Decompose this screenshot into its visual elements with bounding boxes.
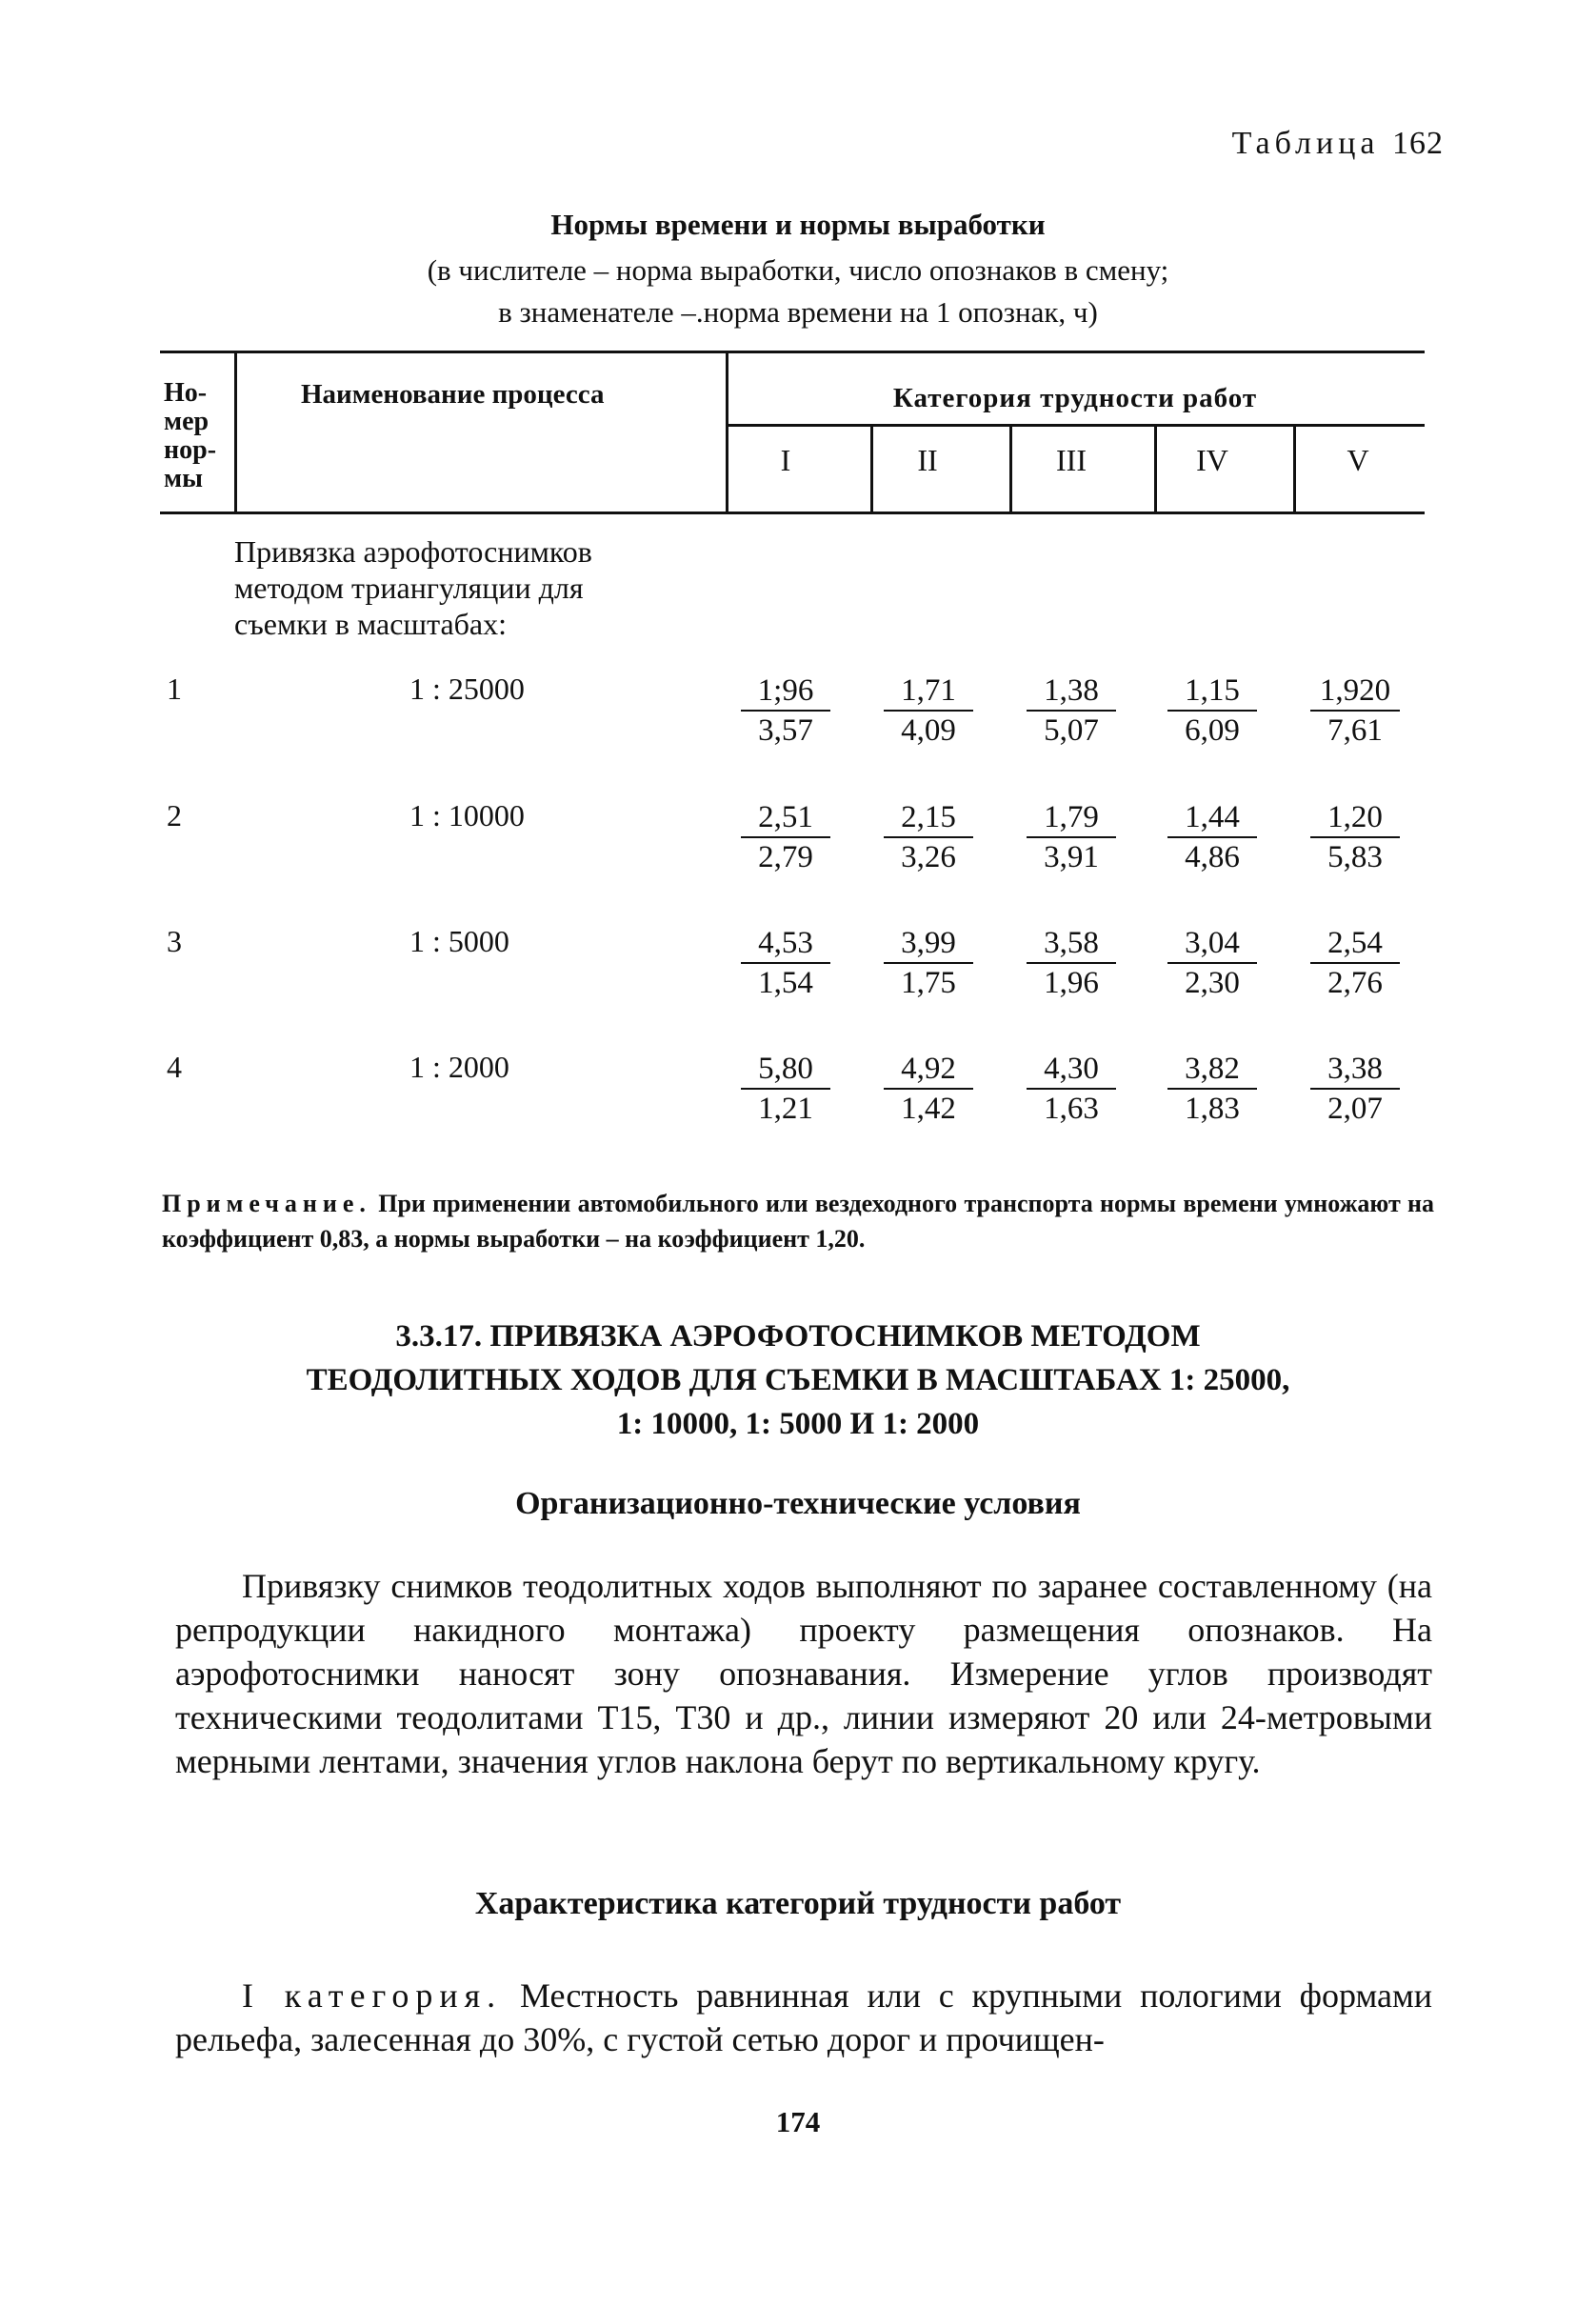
row-scale: 1 : 2000 [409, 1050, 509, 1084]
note-label: Примечание. [162, 1190, 371, 1217]
table-cell [1293, 672, 1417, 750]
header-name-col: Наименование процесса [301, 379, 605, 410]
table-cell [1009, 924, 1133, 1002]
cell-denominator: 5,83 [1327, 840, 1383, 874]
cell-numerator: 2,54 [1327, 926, 1383, 960]
table-cell [1150, 1050, 1274, 1128]
table-title: Нормы времени и нормы выработки [550, 208, 1046, 241]
table-cell [1150, 924, 1274, 1002]
cell-denominator: 4,09 [901, 713, 956, 748]
table-cell [724, 672, 848, 750]
cell-numerator: 1,20 [1327, 800, 1383, 834]
cell-numerator: 1,71 [901, 673, 956, 708]
table-subtitle-line-2: в знаменателе –.норма времени на 1 опознак, ч) [498, 295, 1098, 329]
cell-numerator: 2,51 [758, 800, 813, 834]
row-scale: 1 : 5000 [409, 924, 509, 958]
table-cell [724, 1050, 848, 1128]
row-scale: 1 : 10000 [409, 798, 525, 833]
paragraph-conditions: Привязку снимков теодолитных ходов выполняют по заранее составленному (на репродукции накидного монтажа) проекту размещения опознаков. На аэрофотоснимки наносят зону опознавания. Измерение углов производят техническими теодолитами Т15, Т30 и др., линии измеряют 20 или 24-метровыми мерными лентами, значения углов наклона берут по вертикальному кругу. [175, 1567, 1432, 1780]
table-cell [1293, 798, 1417, 876]
header-number-line: мы [164, 464, 203, 493]
cell-numerator: 4,92 [901, 1052, 956, 1086]
table-top-rule [160, 351, 1425, 353]
table-cell [1009, 1050, 1133, 1128]
table-cell [1009, 672, 1133, 750]
cell-numerator: 3,99 [901, 926, 956, 960]
table-cell [867, 672, 990, 750]
row-number: 2 [167, 798, 182, 833]
cell-numerator: 1,79 [1044, 800, 1099, 834]
subheading-categories: Характеристика категорий трудности работ [474, 1886, 1122, 1921]
cell-numerator: 1,15 [1185, 673, 1240, 708]
note-text: При применении автомобильного или вездеходного транспорта нормы времени умножают на коэффициент 0,83, а нормы выработки – на коэффициент 1,20. [162, 1190, 1434, 1253]
row-scale: 1 : 25000 [409, 672, 525, 706]
cell-numerator: 5,80 [758, 1052, 813, 1086]
cell-denominator: 1,96 [1044, 966, 1099, 1000]
cell-numerator: 3,82 [1185, 1052, 1240, 1086]
cell-denominator: 1,42 [901, 1092, 956, 1126]
cell-numerator: 1,920 [1319, 673, 1391, 708]
header-category-col: Категория трудности работ [892, 383, 1258, 413]
cell-denominator: 7,61 [1327, 713, 1383, 748]
header-category-iv: IV [1196, 443, 1228, 477]
table-note [162, 1186, 1434, 1256]
cell-numerator: 1,44 [1185, 800, 1240, 834]
subheading-conditions: Организационно-технические условия [515, 1486, 1081, 1521]
cell-denominator: 2,30 [1185, 966, 1240, 1000]
table-cell [867, 1050, 990, 1128]
section-heading [0, 1314, 1596, 1446]
table-cell [724, 924, 848, 1002]
cell-denominator: 1,21 [758, 1092, 813, 1126]
table-cell [724, 798, 848, 876]
table-label [1232, 126, 1444, 162]
header-category-ii: II [917, 443, 938, 477]
table-cell [867, 924, 990, 1002]
category-text: Местность равнинная или с крупными пологими формами рельефа, залесенная до 30%, с густой сетью дорог и прочищен- [175, 1976, 1433, 2058]
section-heading-line: 3.3.17. ПРИВЯЗКА АЭРОФОТОСНИМКОВ МЕТОДОМ [395, 1319, 1201, 1354]
cell-denominator: 2,07 [1327, 1092, 1383, 1126]
cell-numerator: 3,38 [1327, 1052, 1383, 1086]
cell-denominator: 4,86 [1185, 840, 1240, 874]
section-heading-line: ТЕОДОЛИТНЫХ ХОДОВ ДЛЯ СЪЕМКИ В МАСШТАБАХ 1: 25000, [306, 1363, 1290, 1397]
header-number-line: нор- [164, 435, 217, 465]
cell-denominator: 5,07 [1044, 713, 1099, 748]
row-number: 1 [167, 672, 182, 706]
cell-denominator: 1,83 [1185, 1092, 1240, 1126]
table-cell [1293, 924, 1417, 1002]
paragraph-category-1 [175, 1974, 1432, 2061]
cell-denominator: 1,75 [901, 966, 956, 1000]
header-category-v: V [1347, 443, 1369, 477]
table-cell [1009, 798, 1133, 876]
header-bottom-rule [160, 512, 1425, 514]
cell-denominator: 2,79 [758, 840, 813, 874]
table-cell [1293, 1050, 1417, 1128]
table-label-word: Таблица [1231, 126, 1380, 161]
table-cell [1150, 672, 1274, 750]
header-number-col [164, 379, 216, 493]
cell-numerator: 1;96 [757, 673, 814, 708]
cell-numerator: 4,30 [1044, 1052, 1099, 1086]
section-heading-line: 1: 10000, 1: 5000 И 1: 2000 [616, 1407, 980, 1441]
header-category-iii: III [1056, 443, 1087, 477]
cell-denominator: 3,91 [1044, 840, 1099, 874]
cell-denominator: 2,76 [1327, 966, 1383, 1000]
cell-numerator: 3,04 [1185, 926, 1240, 960]
group-label-line: съемки в масштабах: [234, 607, 508, 641]
row-number: 4 [167, 1050, 182, 1084]
category-label: I категория. [242, 1976, 503, 2015]
cell-denominator: 6,09 [1185, 713, 1240, 748]
table-subtitle-line-1: (в числителе – норма выработки, число опознаков в смену; [427, 253, 1169, 287]
header-category-i: I [780, 443, 791, 477]
header-number-line: Но- [164, 378, 208, 408]
table-cell [867, 798, 990, 876]
cell-denominator: 1,63 [1044, 1092, 1099, 1126]
cell-numerator: 4,53 [758, 926, 813, 960]
category-rule [726, 424, 1425, 427]
cell-numerator: 1,38 [1044, 673, 1099, 708]
col-divider-name [726, 351, 728, 514]
cell-denominator: 3,57 [758, 713, 813, 748]
table-number: 162 [1392, 126, 1444, 161]
cell-denominator: 3,26 [901, 840, 956, 874]
cell-numerator: 2,15 [901, 800, 956, 834]
group-label-line: Привязка аэрофотоснимков [234, 534, 592, 569]
page-number: 174 [775, 2105, 821, 2138]
table-cell [1150, 798, 1274, 876]
group-label-line: методом триангуляции для [234, 571, 584, 605]
cell-denominator: 1,54 [758, 966, 813, 1000]
cell-numerator: 3,58 [1044, 926, 1099, 960]
row-number: 3 [167, 924, 182, 958]
col-divider-num [234, 351, 237, 514]
group-label [234, 533, 768, 642]
table-subtitle [0, 250, 1596, 333]
header-number-line: мер [164, 407, 209, 436]
